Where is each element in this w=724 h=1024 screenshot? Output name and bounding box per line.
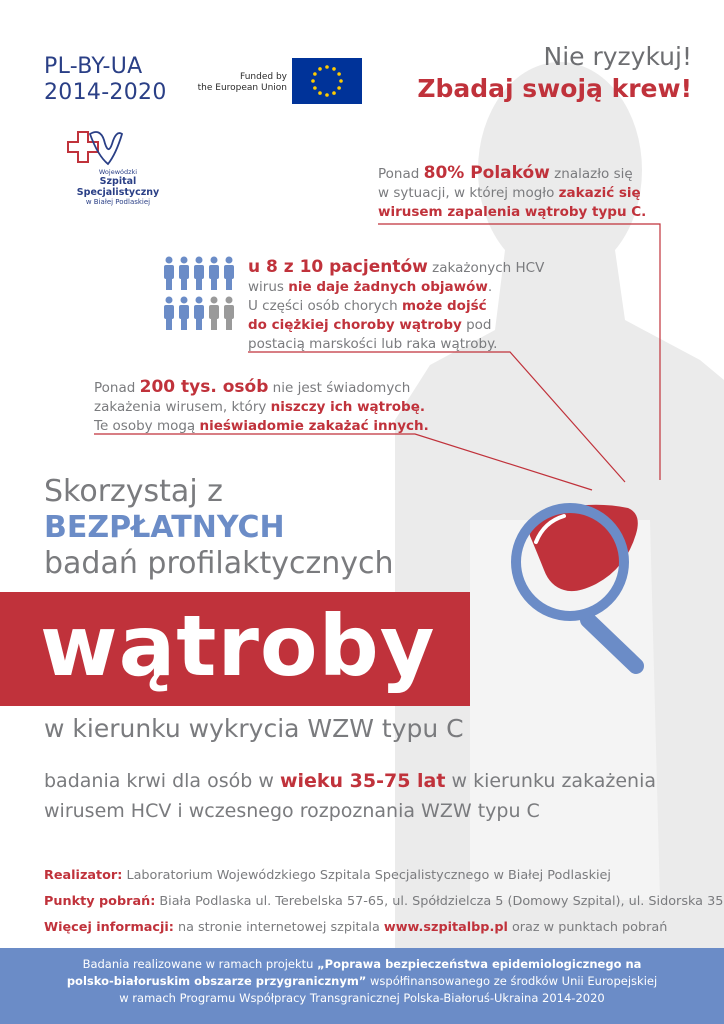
fact2-highlight: do ciężkiej choroby wątroby [248,317,462,333]
fact3-text: nie jest świadomych [268,380,411,396]
info-collection-points [44,894,723,909]
footer-text: współfinansowanego ze środków Unii Europejskiej [366,974,658,988]
info-realizator [44,868,611,883]
fact3-text: zakażenia wirusem, który [94,399,271,415]
slogan-line1: Nie ryzykuj! [543,42,692,71]
liver-magnifier-icon [508,490,668,676]
fact1-highlight: zakazić się [558,185,641,201]
fact3-highlight: nieświadomie zakażać innych. [199,418,429,434]
fact2-text: wirus [248,279,289,295]
cta-line1: Skorzystaj z [44,474,223,509]
fact1-text: Ponad [378,166,424,182]
callout-line-fact2 [248,352,625,482]
fact2-text: zakażonych HCV [427,260,545,276]
fact2-text: U części osób chorych [248,298,402,314]
fact2-highlight: u 8 z 10 pacjentów [248,257,428,277]
cta-line3: badań profilaktycznych [44,546,394,581]
info-text: na stronie internetowej szpitala [173,920,384,935]
footer-project-name: polsko-białoruskim obszarze przygranicznym” [66,974,367,988]
hospital-name-line2: Szpital Specjalistyczny [76,176,160,198]
description-text: wirusem HCV i wczesnego rozpoznania WZW typu C [44,800,540,822]
info-text: Laboratorium Wojewódzkiego Szpitala Specjalistycznego w Białej Podlaskiej [122,868,611,883]
fact1-highlight: 80% Polaków [423,163,550,183]
hospital-name-line1: Wojewódzki [98,168,138,176]
fact2-text: pod [461,317,492,333]
hospital-name-line3: w Białej Podlaskiej [85,198,151,206]
info-label: Punkty pobrań: [44,894,156,909]
info-label: Realizator: [44,868,123,883]
banner-title: wątroby [40,597,436,695]
program-years: 2014-2020 [44,80,167,105]
website-link[interactable]: www.szpitalbp.pl [383,920,508,935]
eu-name-label: the European Union [197,83,287,93]
description-text: w kierunku zakażenia [445,770,657,792]
description-text: badania krwi dla osób w [44,770,280,792]
footer-project-name: „Poprawa bezpieczeństwa epidemiologicznego na [317,957,642,971]
description [44,766,684,826]
fact1-highlight: wirusem zapalenia wątroby typu C. [378,204,647,220]
fact3-highlight: niszczy ich wątrobę. [270,399,426,415]
footer-text: Badania realizowane w ramach projektu [82,957,318,971]
slogan-line2: Zbadaj swoją krew! [417,74,692,103]
cta-line2: BEZPŁATNYCH [44,510,285,545]
fact3-highlight: 200 tys. osób [139,377,269,397]
subtitle: w kierunku wykrycia WZW typu C [44,714,464,743]
eu-funded-label: Funded by [240,72,287,82]
title-banner [0,592,470,706]
fact3-text: Te osoby mogą [94,418,200,434]
info-text: oraz w punktach pobrań [507,920,668,935]
description-highlight: wieku 35-75 lat [279,770,446,792]
call-to-action [44,474,394,582]
fact2-text: postacią marskości lub raka wątroby. [248,336,498,352]
footer-text: w ramach Programu Współpracy Transgranicznej Polska-Białoruś-Ukraina 2014-2020 [119,991,605,1005]
footer [0,948,724,1024]
fact3-text: Ponad [94,380,140,396]
fact1-text: w sytuacji, w której mogło [378,185,559,201]
fact2-highlight: nie daje żadnych objawów [288,279,488,295]
info-label: Więcej informacji: [44,920,174,935]
fact2-text: . [487,279,493,295]
fact2-highlight: może dojść [401,298,487,314]
info-text: Biała Podlaska ul. Terebelska 57-65, ul. Spółdzielcza 5 (Domowy Szpital), ul. Sidorska 35 [155,894,724,909]
info-more [44,920,667,935]
fact1-text: znalazło się [549,166,633,182]
program-code: PL-BY-UA [44,54,143,79]
